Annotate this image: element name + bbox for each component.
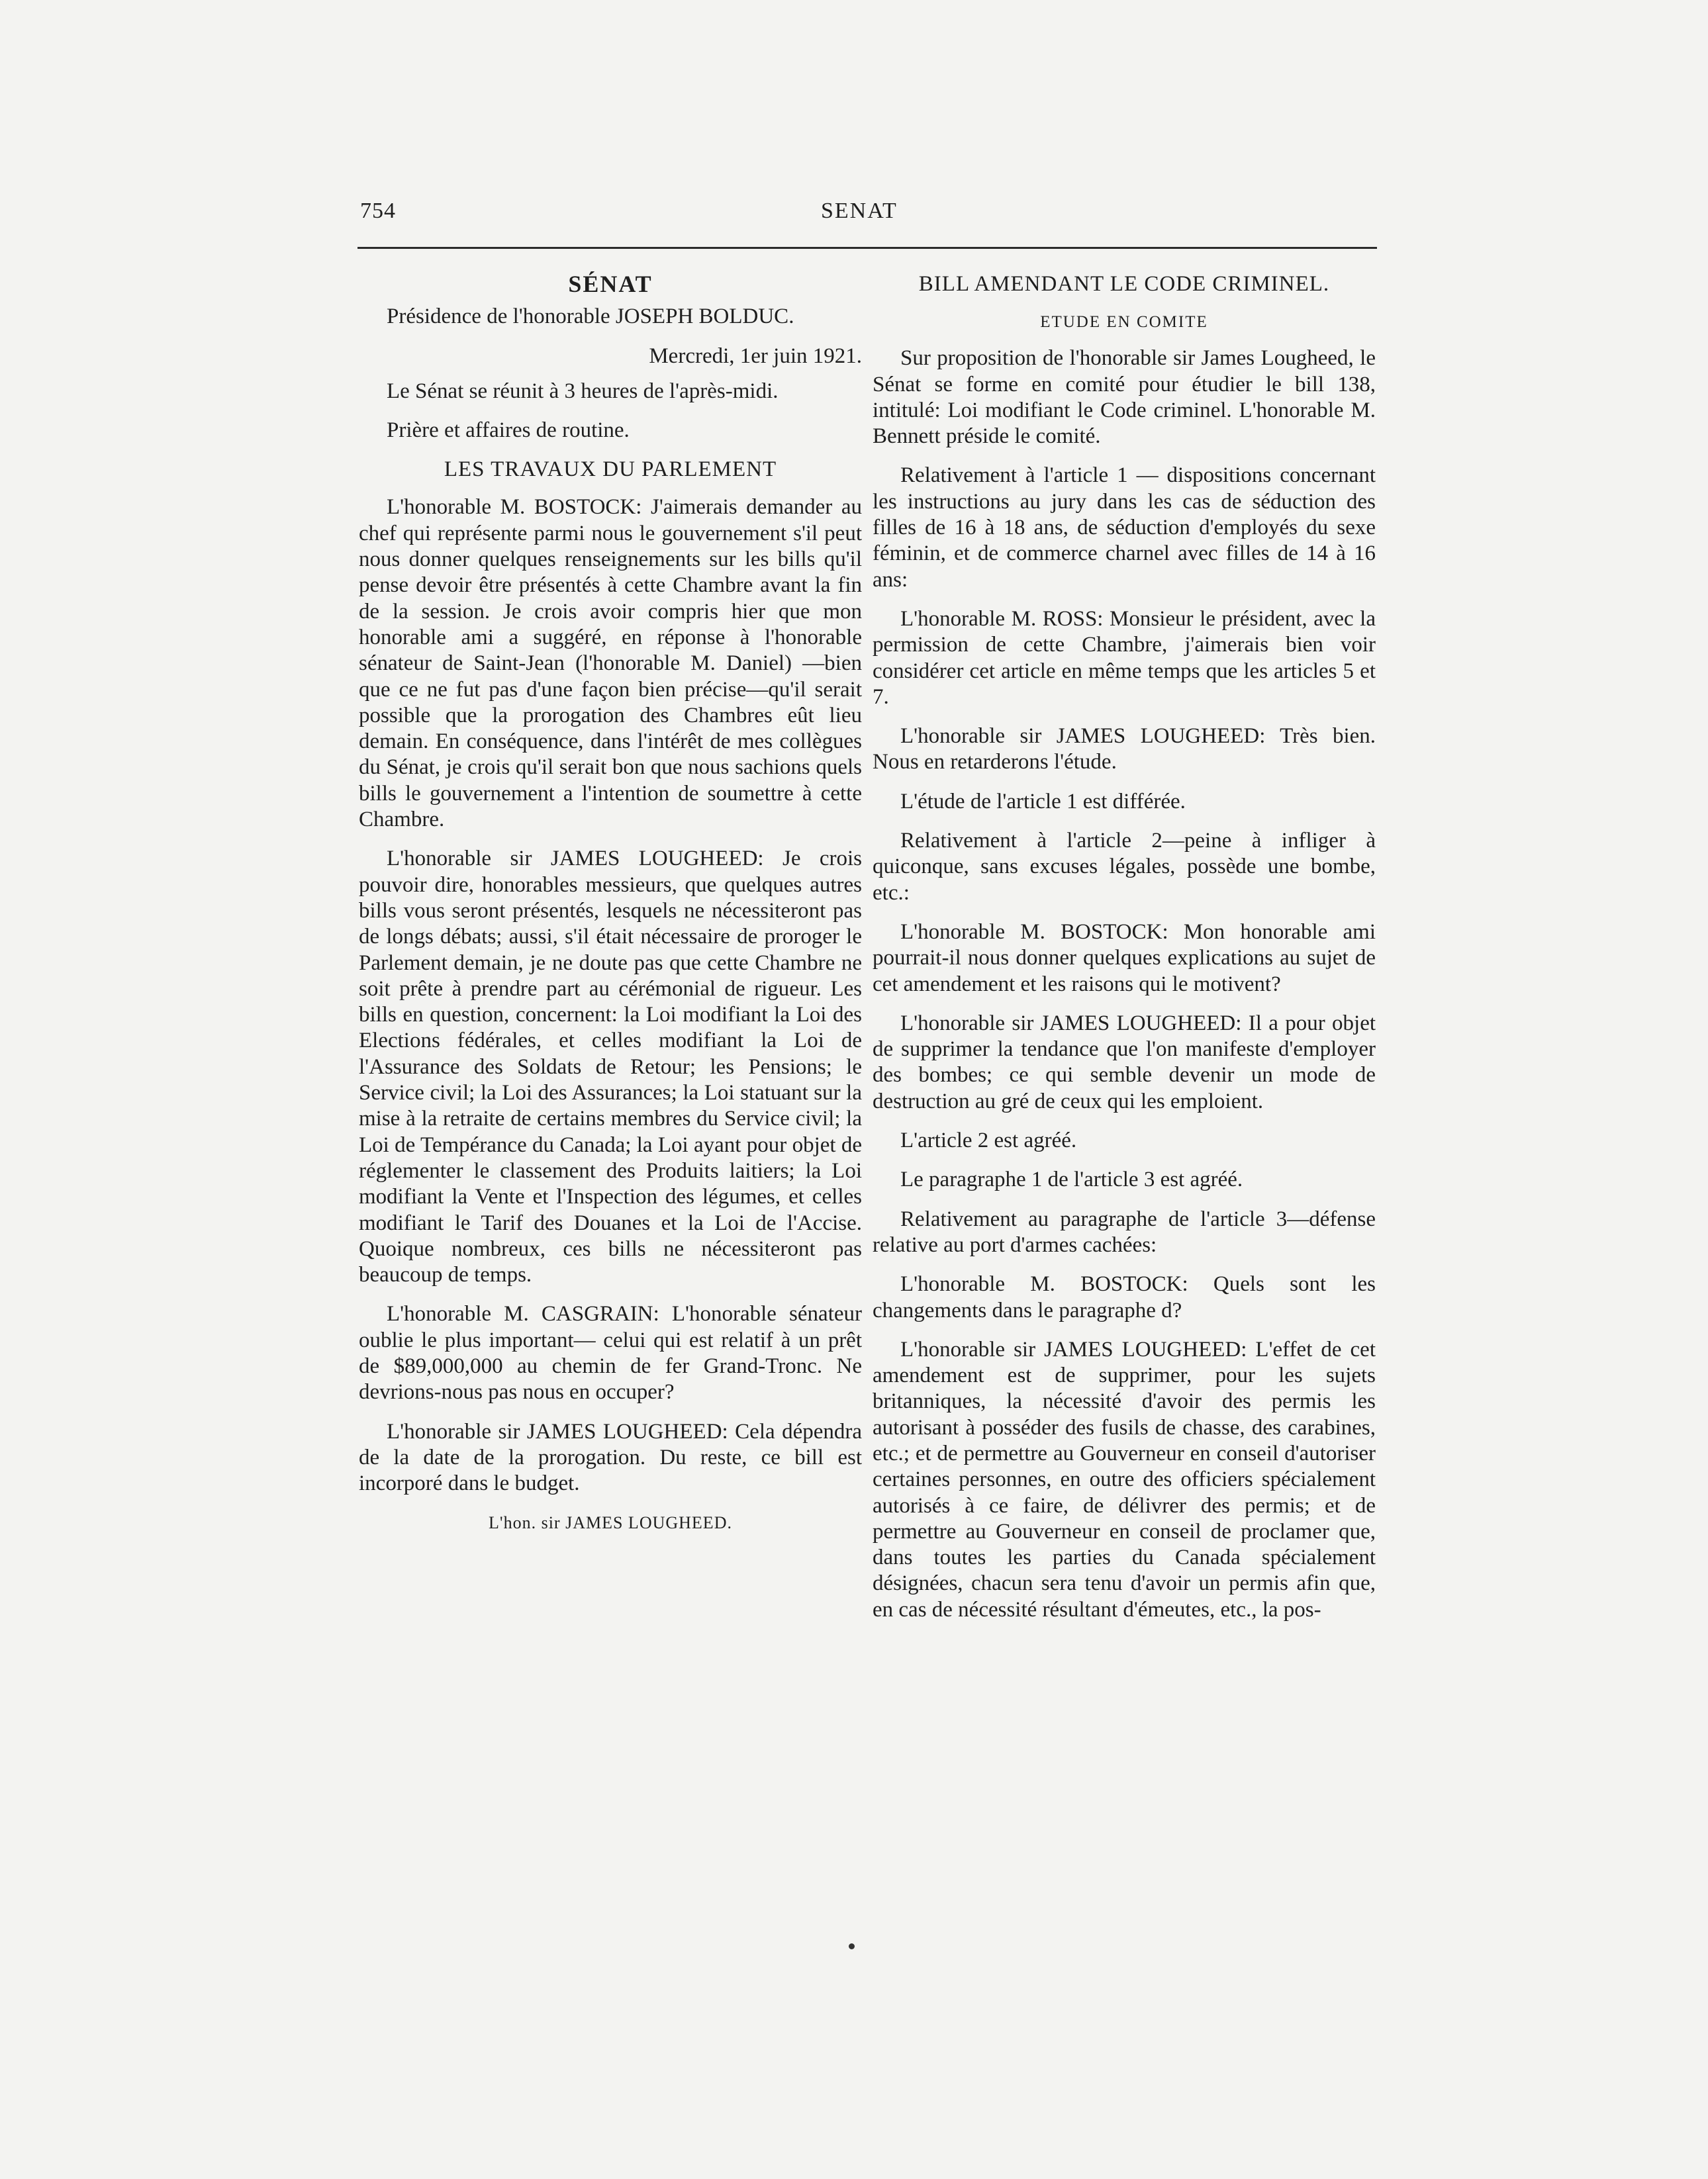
paragraph: Le paragraphe 1 de l'article 3 est agréé. <box>900 1168 1243 1192</box>
paragraph <box>873 1272 1376 1324</box>
speaker: L'honorable M. ROSS: <box>900 606 1104 631</box>
speaker: L'honorable sir JAMES LOUGHEED: <box>900 724 1266 749</box>
speaker: L'honorable sir JAMES LOUGHEED: <box>900 1011 1242 1035</box>
speech-text: Je crois pouvoir dire, honorables messieurs, que quelques autres bills vous seront présentés, lesquels ne nécessiteront pas de longs débats; aussi, s'il était nécessaire de proroger le Parlement demain, je ne doute pas que cette Chambre ne soit prête à prendre part au cérémonial de rigueur. Les bills en question, concernent: la Loi modifiant la Loi des Elections fédérales, et celles modifiant la Loi de l'Assurance des Soldats de Retour; les Pensions; le Service civil; la Loi des Assurances; la Loi statuant sur la mise à la retraite de certains membres du Service civil; la Loi de Tempérance du Canada; la Loi ayant pour objet de réglementer le classement des Produits laitiers; la Loi modifiant la Vente et l'Inspection des légumes, et celles modifiant le Tarif des Douanes et la Loi de l'Accise. Quoique nombreux, ces bills ne nécessiteront pas beaucoup de temps. <box>359 847 863 1287</box>
column-footer: L'hon. sir JAMES LOUGHEED. <box>489 1513 732 1533</box>
left-column <box>359 271 862 1536</box>
paragraph <box>873 606 1376 710</box>
paragraph: Relativement au paragraphe de l'article 3—défense relative au port d'armes cachées: <box>873 1207 1376 1257</box>
bill-heading: BILL AMENDANT LE CODE CRIMINEL. <box>918 272 1330 296</box>
speaker: L'honorable M. BOSTOCK: <box>900 1272 1188 1297</box>
speaker: L'honorable sir JAMES LOUGHEED: <box>387 847 764 871</box>
speech-text: Quels sont les changements dans le paragraphe d? <box>873 1272 1376 1322</box>
paragraph <box>359 1419 862 1497</box>
routine-line: Prière et affaires de routine. <box>387 418 630 443</box>
senat-heading: SÉNAT <box>568 271 653 297</box>
paragraph <box>359 494 862 833</box>
speech-text: J'aimerais demander au chef qui représente parmi nous le gouvernement s'il peut nous donner quelques renseignements sur les bills qu'il pense devoir être présentés à cette Chambre avant la fin de la session. Je crois avoir compris hier que mon honorable ami a suggéré, en réponse à l'honorable sénateur de Saint-Jean (l'honorable M. Daniel) —bien que ce ne fut pas d'une façon bien précise—qu'il serait possible que la prorogation des Chambres eût lieu demain. En conséquence, dans l'intérêt de mes collègues du Sénat, je crois qu'il serait bon que nous sachions quels bills le gouvernement a l'intention de soumettre à cette Chambre. <box>359 495 863 832</box>
paragraph: Sur proposition de l'honorable sir James Lougheed, le Sénat se forme en comité pour étudier le bill 138, intitulé: Loi modifiant le Code criminel. L'honorable M. Bennett préside le comité. <box>873 346 1376 449</box>
speech-text: Mon honorable ami pourrait-il nous donner quelques explications au sujet de cet amendement et les raisons qui le motivent? <box>873 919 1376 996</box>
paragraph <box>359 1301 862 1405</box>
section-heading-travaux: LES TRAVAUX DU PARLEMENT <box>444 457 777 482</box>
speaker: L'honorable M. BOSTOCK: <box>900 919 1168 944</box>
paragraph: L'article 2 est agréé. <box>900 1129 1077 1153</box>
speaker: L'honorable M. CASGRAIN: <box>387 1302 659 1326</box>
paragraph <box>873 919 1376 997</box>
paragraph <box>359 846 862 1288</box>
speaker: L'honorable sir JAMES LOUGHEED: <box>387 1419 728 1444</box>
speech-text: L'honorable sénateur oublie le plus important— celui qui est relatif à un prêt de $89,000,000 au chemin de fer Grand-Tronc. Ne devrions-nous pas nous en occuper? <box>359 1302 862 1405</box>
speech-text: Il a pour objet de supprimer la tendance que l'on manifeste d'employer des bombes; ce qui semble devenir un mode de destruction au gré de ceux qui les emploient. <box>873 1011 1376 1113</box>
speaker: L'honorable sir JAMES LOUGHEED: <box>900 1337 1247 1362</box>
running-title: SENAT <box>821 199 898 223</box>
speech-text: L'effet de cet amendement est de supprimer, pour les sujets britanniques, la nécessité d'avoir des permis les autorisant à posséder des fusils de chasse, des carabines, etc.; et de permettre au Gouverneur en conseil d'autoriser certaines personnes, en outre des officiers spécialement autorisés à ce faire, de délivrer des permis; et de permettre au Gouverneur en conseil de proclamer que, dans toutes les parties du Canada spécialement désignées, chacun sera tenu d'avoir un permis afin que, en cas de nécessité résultant d'émeutes, etc., la pos- <box>873 1337 1376 1622</box>
sitting-date: Mercredi, 1er juin 1921. <box>649 344 862 368</box>
paragraph <box>873 723 1376 776</box>
paragraph <box>873 1337 1376 1623</box>
etude-subheading: ETUDE EN COMITE <box>1040 313 1208 331</box>
paragraph <box>873 1011 1376 1115</box>
sitting-opening: Le Sénat se réunit à 3 heures de l'après-midi. <box>387 379 779 403</box>
paragraph: Relativement à l'article 1 — dispositions concernant les instructions au jury dans les cas de séduction des filles de 16 à 18 ans, de séduction d'employés du sexe féminin, et de commerce charnel avec filles de 14 à 16 ans: <box>873 463 1376 592</box>
right-column <box>873 271 1376 1636</box>
paragraph: Relativement à l'article 2—peine à infliger à quiconque, sans excuses légales, possède une bombe, etc.: <box>873 829 1376 905</box>
speech-text: Très bien. Nous en retarderons l'étude. <box>873 724 1376 774</box>
paragraph: L'étude de l'article 1 est différée. <box>900 789 1186 813</box>
speaker: L'honorable M. BOSTOCK: <box>387 495 642 520</box>
page-number: 754 <box>360 199 396 223</box>
presidence-line: Présidence de l'honorable JOSEPH BOLDUC. <box>387 304 794 329</box>
speech-text: Cela dépendra de la date de la prorogation. Du reste, ce bill est incorporé dans le budget. <box>359 1419 863 1496</box>
ink-speck <box>849 1943 855 1949</box>
speech-text: Monsieur le président, avec la permission de cette Chambre, j'aimerais bien voir considérer cet article en même temps que les articles 5 et 7. <box>873 606 1376 709</box>
header-rule <box>357 247 1377 249</box>
